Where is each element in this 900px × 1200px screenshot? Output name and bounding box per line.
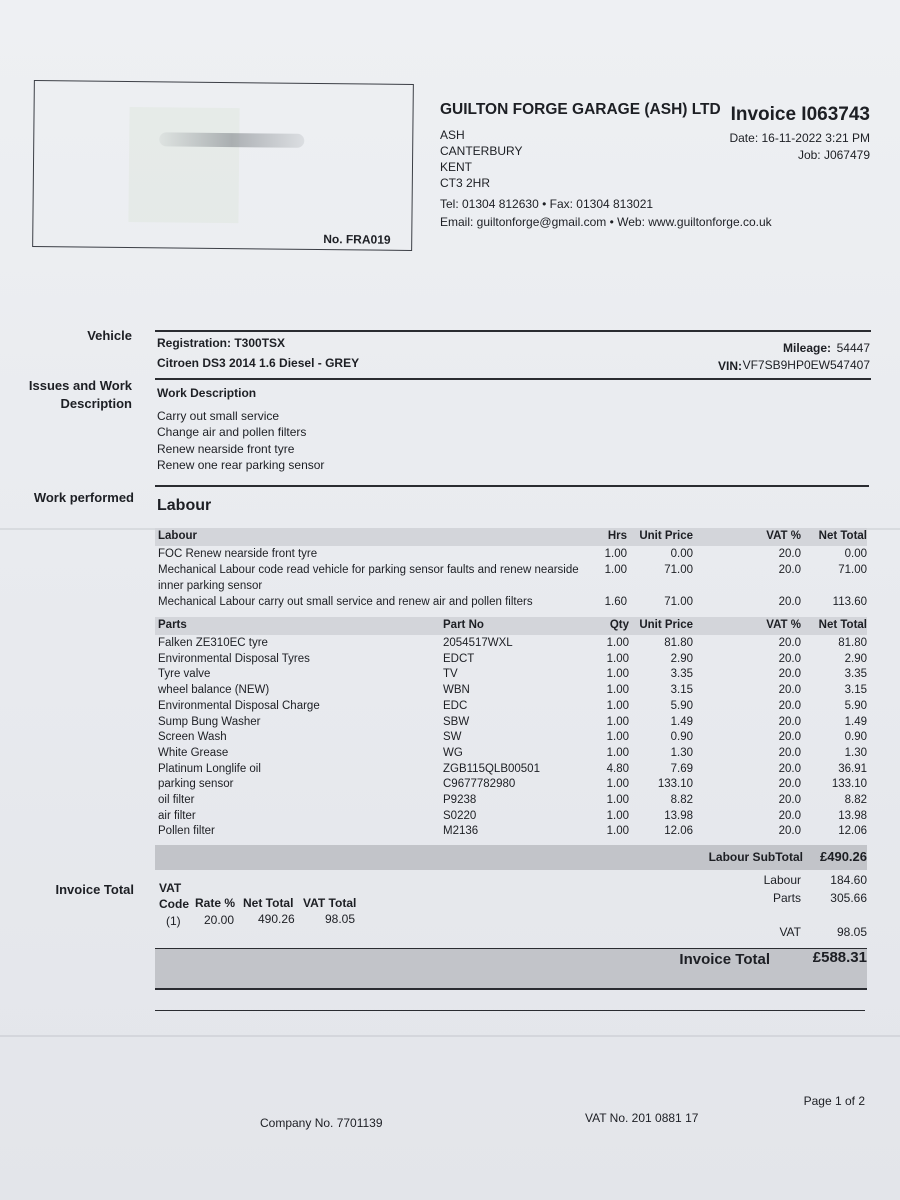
total-labour-value: 184.60 <box>830 873 867 887</box>
address-line: KENT <box>440 160 473 174</box>
part-unit-price: 81.80 <box>664 637 693 649</box>
parts-col-net: Net Total <box>818 619 867 631</box>
vat-total: 98.05 <box>325 912 356 926</box>
parts-col-qty: Qty <box>609 619 629 631</box>
part-vat: 20.0 <box>778 716 801 728</box>
part-qty: 1.00 <box>606 637 629 649</box>
part-number: SW <box>443 731 462 743</box>
part-desc: Tyre valve <box>158 668 211 680</box>
part-unit-price: 7.69 <box>670 763 693 775</box>
total-parts-label: Parts <box>772 891 801 905</box>
part-desc: Platinum Longlife oil <box>158 763 261 775</box>
part-number: EDCT <box>443 653 475 665</box>
vin-value: VF7SB9HP0EW547407 <box>742 358 870 372</box>
labour-col-hrs: Hrs <box>607 530 627 542</box>
part-qty: 1.00 <box>606 731 629 743</box>
address-line: ASH <box>440 128 465 142</box>
company-name: GUILTON FORGE GARAGE (ASH) LTD <box>440 101 721 118</box>
work-description-list <box>157 408 324 473</box>
part-net-total: 3.35 <box>844 668 867 680</box>
part-desc: Environmental Disposal Tyres <box>158 653 310 665</box>
vat-rate: 20.00 <box>204 913 235 927</box>
labour-vat: 20.0 <box>778 564 801 576</box>
subtotal-label: Labour SubTotal <box>708 850 803 864</box>
paper-fold <box>0 1035 900 1037</box>
divider <box>155 330 871 332</box>
part-qty: 1.00 <box>606 653 629 665</box>
part-vat: 20.0 <box>778 668 801 680</box>
part-unit-price: 5.90 <box>670 700 693 712</box>
labour-net: 0.00 <box>844 548 867 560</box>
part-net-total: 5.90 <box>844 700 867 712</box>
part-vat: 20.0 <box>778 794 801 806</box>
part-desc: air filter <box>158 810 196 822</box>
part-vat: 20.0 <box>778 810 801 822</box>
vat-heading: VAT <box>159 881 182 895</box>
part-number: SBW <box>443 716 470 728</box>
vat-number: VAT No. 201 0881 17 <box>585 1111 699 1125</box>
vehicle-registration: Registration: T300TSX <box>157 336 286 350</box>
vat-code: (1) <box>166 914 181 928</box>
part-net-total: 81.80 <box>838 637 867 649</box>
subtotal-value: £490.26 <box>820 849 867 864</box>
part-unit-price: 2.90 <box>670 653 693 665</box>
divider <box>155 988 867 990</box>
vat-col-rate: Rate % <box>195 896 236 910</box>
labour-vat: 20.0 <box>778 596 801 608</box>
labour-desc-cont: inner parking sensor <box>158 580 263 592</box>
part-number: EDC <box>443 700 468 712</box>
vat-col-code: Code <box>159 897 189 911</box>
part-qty: 1.00 <box>606 716 629 728</box>
labour-hrs: 1.60 <box>604 596 627 608</box>
part-net-total: 3.15 <box>844 684 867 696</box>
divider <box>155 378 871 380</box>
part-qty: 1.00 <box>606 778 629 790</box>
logo-number: No. FRA019 <box>323 232 391 247</box>
part-unit-price: 133.10 <box>657 778 693 790</box>
section-issues: Issues and Work Description <box>28 378 132 411</box>
part-desc: Screen Wash <box>158 731 227 743</box>
labour-desc: Mechanical Labour carry out small service and renew air and pollen filters <box>158 596 533 608</box>
part-desc: oil filter <box>158 794 195 806</box>
invoice-total-value: £588.31 <box>812 949 867 966</box>
part-qty: 1.00 <box>606 747 629 759</box>
vat-col-vat: VAT Total <box>303 896 357 910</box>
labour-col-desc: Labour <box>158 530 197 542</box>
work-item: Change air and pollen filters <box>157 425 307 440</box>
section-work-performed: Work performed <box>33 490 134 505</box>
part-qty: 1.00 <box>606 668 629 680</box>
part-qty: 1.00 <box>606 794 629 806</box>
work-item: Renew one rear parking sensor <box>157 457 325 472</box>
part-unit-price: 13.98 <box>664 810 693 822</box>
part-net-total: 36.91 <box>838 763 867 775</box>
part-qty: 1.00 <box>606 825 629 837</box>
company-phone: Tel: 01304 812630 • Fax: 01304 813021 <box>440 197 654 211</box>
part-number: S0220 <box>443 810 477 822</box>
vin-label: VIN: <box>718 359 742 373</box>
part-desc: Falken ZE310EC tyre <box>158 637 268 649</box>
labour-unit: 0.00 <box>670 548 693 560</box>
address-line: CANTERBURY <box>440 144 523 158</box>
part-number: TV <box>443 668 458 680</box>
part-vat: 20.0 <box>778 684 801 696</box>
part-vat: 20.0 <box>778 763 801 775</box>
part-vat: 20.0 <box>778 778 801 790</box>
part-vat: 20.0 <box>778 747 801 759</box>
part-unit-price: 1.30 <box>670 747 693 759</box>
parts-col-unit: Unit Price <box>639 619 693 631</box>
labour-col-net: Net Total <box>818 530 867 542</box>
divider <box>155 485 869 487</box>
part-vat: 20.0 <box>778 637 801 649</box>
page-number: Page 1 of 2 <box>803 1094 865 1108</box>
labour-desc: Mechanical Labour code read vehicle for parking sensor faults and renew nearside <box>158 564 579 576</box>
address-line: CT3 2HR <box>440 176 491 190</box>
divider <box>155 1010 865 1011</box>
invoice-date: Date: 16-11-2022 3:21 PM <box>729 131 870 145</box>
labour-unit: 71.00 <box>664 596 693 608</box>
part-unit-price: 3.35 <box>670 668 693 680</box>
part-vat: 20.0 <box>778 825 801 837</box>
part-unit-price: 8.82 <box>670 794 693 806</box>
mileage-label: Mileage: <box>783 341 832 355</box>
part-desc: wheel balance (NEW) <box>158 684 270 696</box>
part-unit-price: 0.90 <box>670 731 693 743</box>
part-number: 2054517WXL <box>443 637 513 649</box>
part-desc: parking sensor <box>158 778 234 790</box>
work-item: Carry out small service <box>157 409 280 423</box>
invoice-title: Invoice I063743 <box>730 104 870 125</box>
total-labour-label: Labour <box>763 873 801 887</box>
company-address <box>440 127 522 191</box>
part-unit-price: 1.49 <box>670 716 693 728</box>
part-net-total: 8.82 <box>844 794 867 806</box>
part-number: ZGB115QLB00501 <box>443 763 540 775</box>
vat-col-net: Net Total <box>243 896 294 910</box>
total-parts-value: 305.66 <box>830 891 867 905</box>
labour-heading: Labour <box>157 497 212 514</box>
labour-vat: 20.0 <box>778 548 801 560</box>
part-qty: 1.00 <box>606 700 629 712</box>
part-net-total: 13.98 <box>838 810 867 822</box>
section-vehicle: Vehicle <box>87 328 132 343</box>
part-number: WBN <box>443 684 470 696</box>
vat-net: 490.26 <box>258 912 295 926</box>
labour-col-vat: VAT % <box>766 530 801 542</box>
part-number: M2136 <box>443 825 479 837</box>
parts-header-band <box>155 617 867 635</box>
invoice-total-label: Invoice Total <box>679 951 770 968</box>
labour-header-band <box>155 528 867 546</box>
total-vat-value: 98.05 <box>836 925 867 939</box>
company-web: Email: guiltonforge@gmail.com • Web: www.guiltonforge.co.uk <box>440 215 772 229</box>
part-qty: 1.00 <box>606 684 629 696</box>
labour-col-unit: Unit Price <box>639 530 693 542</box>
parts-col-partno: Part No <box>443 619 484 631</box>
part-net-total: 1.30 <box>844 747 867 759</box>
part-desc: Pollen filter <box>158 825 215 837</box>
part-desc: Sump Bung Washer <box>158 716 261 728</box>
total-vat-label: VAT <box>779 925 801 939</box>
work-item: Renew nearside front tyre <box>157 441 295 456</box>
part-vat: 20.0 <box>778 700 801 712</box>
part-number: P9238 <box>443 794 477 806</box>
labour-hrs: 1.00 <box>604 564 627 576</box>
labour-hrs: 1.00 <box>604 548 627 560</box>
company-number: Company No. 7701139 <box>260 1116 383 1130</box>
labour-net: 113.60 <box>832 596 867 608</box>
part-net-total: 12.06 <box>838 825 867 837</box>
part-vat: 20.0 <box>778 653 801 665</box>
work-description-heading: Work Description <box>157 386 257 400</box>
part-net-total: 1.49 <box>844 716 867 728</box>
part-net-total: 0.90 <box>844 731 867 743</box>
part-qty: 4.80 <box>606 763 629 775</box>
part-qty: 1.00 <box>606 810 629 822</box>
labour-desc: FOC Renew nearside front tyre <box>158 548 318 560</box>
part-net-total: 133.10 <box>831 778 867 790</box>
logo-smudge <box>159 132 304 148</box>
logo-area <box>128 107 239 223</box>
parts-col-vat: VAT % <box>766 619 801 631</box>
part-number: C9677782980 <box>443 778 516 790</box>
part-desc: White Grease <box>158 747 229 759</box>
mileage-value: 54447 <box>836 341 870 355</box>
parts-col-desc: Parts <box>158 619 187 631</box>
section-invoice-total: Invoice Total <box>55 882 134 897</box>
part-vat: 20.0 <box>778 731 801 743</box>
part-net-total: 2.90 <box>844 653 867 665</box>
part-desc: Environmental Disposal Charge <box>158 700 320 712</box>
labour-unit: 71.00 <box>664 564 693 576</box>
part-unit-price: 12.06 <box>664 825 693 837</box>
vehicle-model: Citroen DS3 2014 1.6 Diesel - GREY <box>157 356 360 370</box>
part-number: WG <box>443 747 463 759</box>
invoice-job: Job: J067479 <box>797 148 870 162</box>
part-unit-price: 3.15 <box>670 684 693 696</box>
logo-box <box>32 80 414 251</box>
labour-net: 71.00 <box>838 564 867 576</box>
